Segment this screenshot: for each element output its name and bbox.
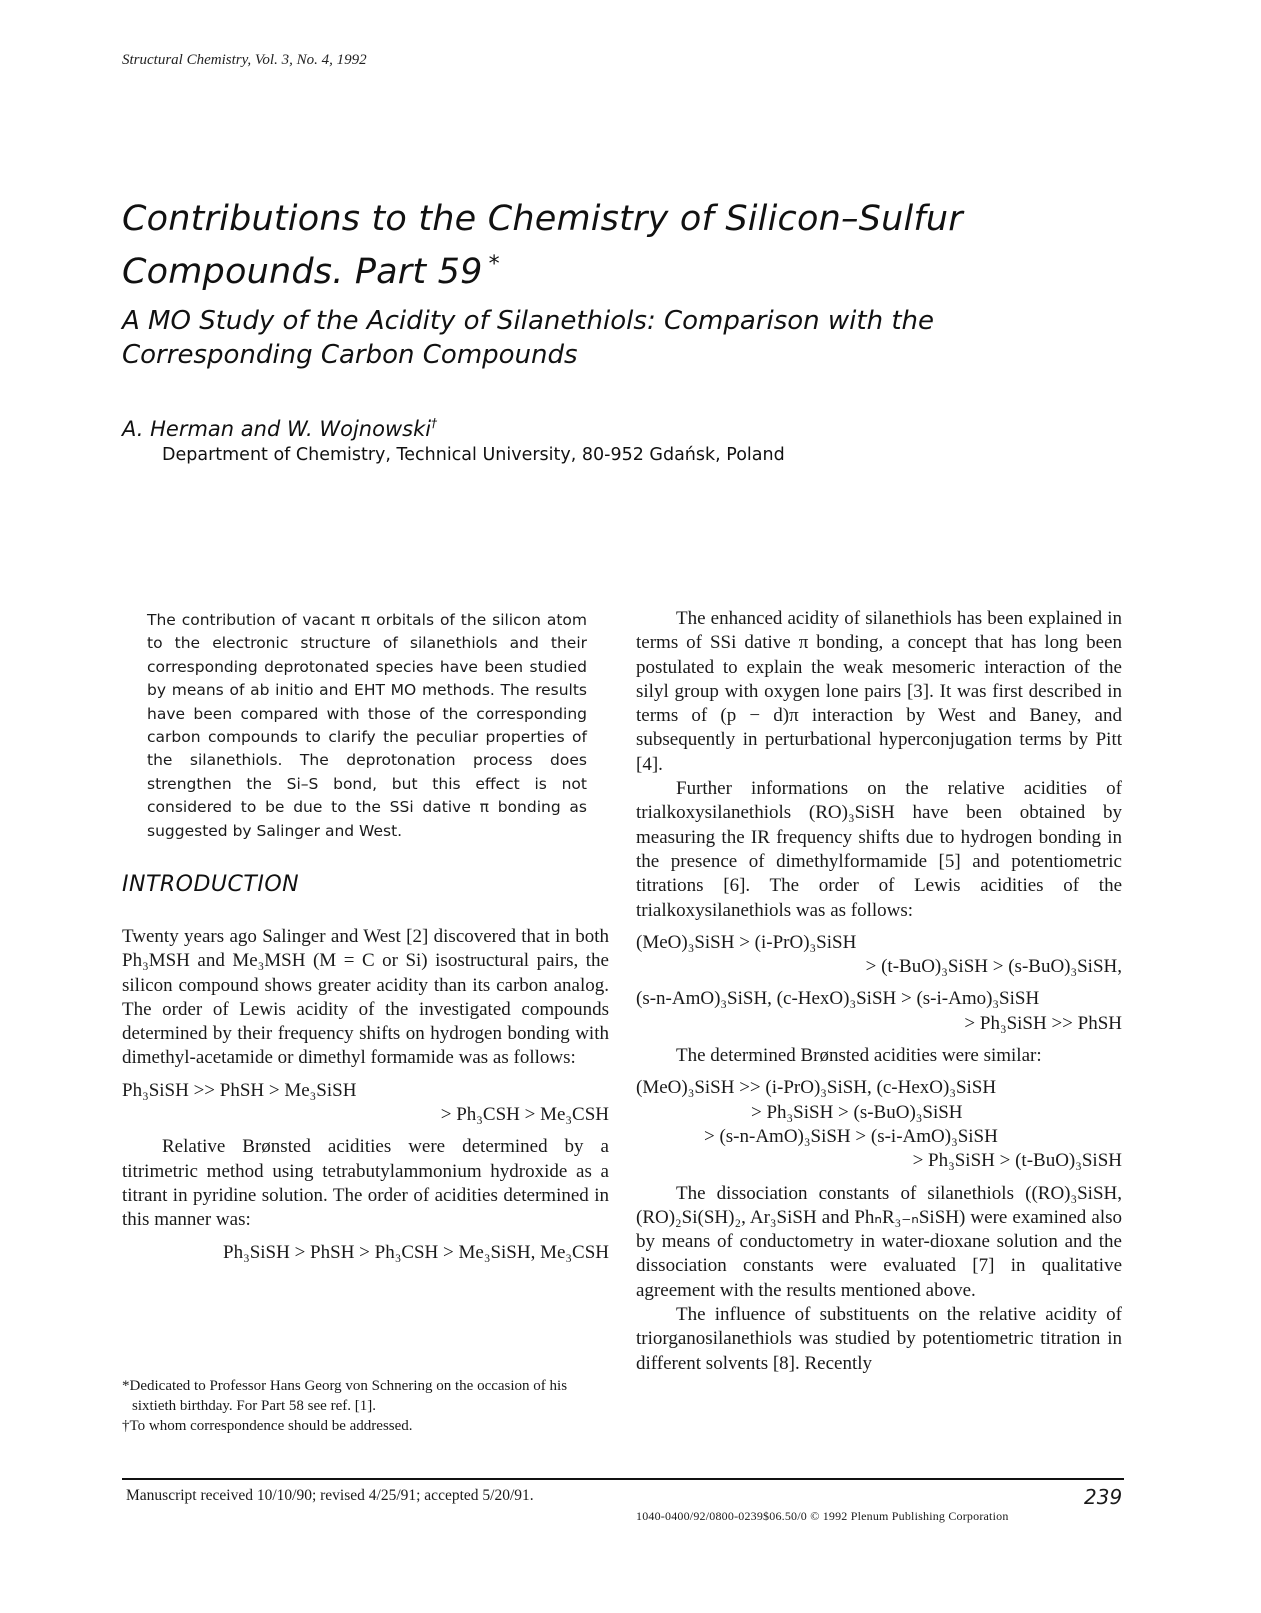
right-paragraph-2: Further informations on the relative acidities of trialkoxysilanethiols (RO)₃SiSH have been obtained by measuring the IR frequency shifts due to hydrogen bonding in the presence of dimethylformamide [5] and potentiometric titrations [6]. The order of Lewis acidities of the trialkoxysilanethiols was as follows: [636,778,1122,921]
equation-line: Ph₃SiSH > PhSH > Ph₃CSH > Me₃SiSH, Me₃CSH [223,1241,609,1263]
equation-bronsted-acidity [122,1241,609,1265]
publication-code: 1040-0400/92/0800-0239$06.50/0 © 1992 Plenum Publishing Corporation [636,1509,1009,1523]
article-subtitle [122,304,1122,372]
footnote-dedication: *Dedicated to Professor Hans Georg von Schnering on the occasion of his sixtieth birthday. For Part 58 see ref. [1]. [122,1378,568,1414]
authors [122,416,437,441]
equation-trialkoxy-bronsted [636,1076,1122,1173]
equation-line: > (s-n-AmO)₃SiSH > (s-i-AmO)₃SiSH [704,1125,998,1147]
title-line-2 [122,242,1122,295]
subtitle-line-2: Corresponding Carbon Compounds [122,340,578,370]
author-names: A. Herman and W. Wojnowski [122,417,432,441]
equation-line: (MeO)₃SiSH > (i-PrO)₃SiSH [636,931,857,953]
right-paragraph-3: The determined Brønsted acidities were similar: [676,1045,1042,1067]
right-paragraph-4: The dissociation constants of silanethiols ((RO)₃SiSH, (RO)₂Si(SH)₂, Ar₃SiSH and PhₙR₃₋ₙSiSH) were examined also by means of conductometry in water-dioxane solution and the dissociation constants were evaluated [7] in qualitative agreement with the results mentioned above. [636,1182,1122,1301]
right-paragraph-5: The influence of substituents on the relative acidity of triorganosilanethiols was studied by potentiometric titration in different solvents [8]. Recently [636,1304,1122,1374]
author-footnote-mark: † [431,416,438,430]
equation-line: (MeO)₃SiSH >> (i-PrO)₃SiSH, (c-HexO)₃SiSH [636,1077,997,1099]
title-footnote-mark: * [488,252,500,277]
right-paragraph-1: The enhanced acidity of silanethiols has been explained in terms of SSi dative π bonding, a concept that has long been postulated to explain the weak mesomeric interaction of the silyl group with oxygen lone pairs [3]. It was first described in terms of (p − d)π interaction by West and Baney, and subsequently in perturbational hyperconjugation terms by Pitt [4]. [636,608,1122,775]
page-number: 239 [1084,1485,1123,1509]
intro-paragraph-2: Relative Brønsted acidities were determined by a titrimetric method using tetrabutylammonium hydroxide as a titrant in pyridine solution. The order of acidities determined in this manner was: [122,1136,609,1231]
section-heading-introduction: INTRODUCTION [122,872,300,897]
equation-line: > Ph₃SiSH > (t-BuO)₃SiSH [912,1150,1122,1172]
title-line-2-text: Compounds. Part 59 [122,252,483,292]
equation-lewis-acidity [122,1079,609,1128]
abstract: The contribution of vacant π orbitals of the silicon atom to the electronic structure of silanethiols and their corresponding deprotonated species have been studied by means of ab initio and EHT MO methods. The results have been compared with those of the corresponding carbon compounds to clarify the peculiar properties of the silanethiols. The deprotonation process does strengthen the Si–S bond, but this effect is not considered to be due to the SSi dative π bonding as suggested by Salinger and West. [147,611,587,840]
affiliation: Department of Chemistry, Technical University, 80-952 Gdańsk, Poland [162,445,785,465]
footnotes [122,1376,614,1436]
article-title [122,196,1122,295]
right-column [636,607,1122,1376]
equation-trialkoxy-lewis [636,931,1122,1036]
title-line-1: Contributions to the Chemistry of Silicon–Sulfur [122,199,963,239]
subtitle-line-1: A MO Study of the Acidity of Silanethiols: Comparison with the [122,306,934,336]
equation-line: Ph₃SiSH >> PhSH > Me₃SiSH [122,1079,357,1101]
equation-line: > Ph₃SiSH >> PhSH [964,1012,1122,1034]
equation-line: > Ph₃CSH > Me₃CSH [440,1104,609,1126]
footer-rule [122,1478,1124,1480]
equation-line: > Ph₃SiSH > (s-BuO)₃SiSH [751,1101,963,1123]
equation-line: (s-n-AmO)₃SiSH, (c-HexO)₃SiSH > (s-i-Amo)₃SiSH [636,988,1040,1010]
journal-header: Structural Chemistry, Vol. 3, No. 4, 1992 [122,52,367,68]
manuscript-received: Manuscript received 10/10/90; revised 4/25/91; accepted 5/20/91. [126,1487,534,1504]
left-column [122,925,609,1273]
footnote-correspondence: †To whom correspondence should be addressed. [122,1418,413,1434]
equation-line: > (t-BuO)₃SiSH > (s-BuO)₃SiSH, [865,956,1122,978]
intro-paragraph-1: Twenty years ago Salinger and West [2] discovered that in both Ph₃MSH and Me₃MSH (M = C or Si) isostructural pairs, the silicon compound shows greater acidity than its carbon analog. The order of Lewis acidity of the investigated compounds determined by their frequency shifts on hydrogen bonding with dimethyl-acetamide or dimethyl formamide was as follows: [122,926,609,1069]
